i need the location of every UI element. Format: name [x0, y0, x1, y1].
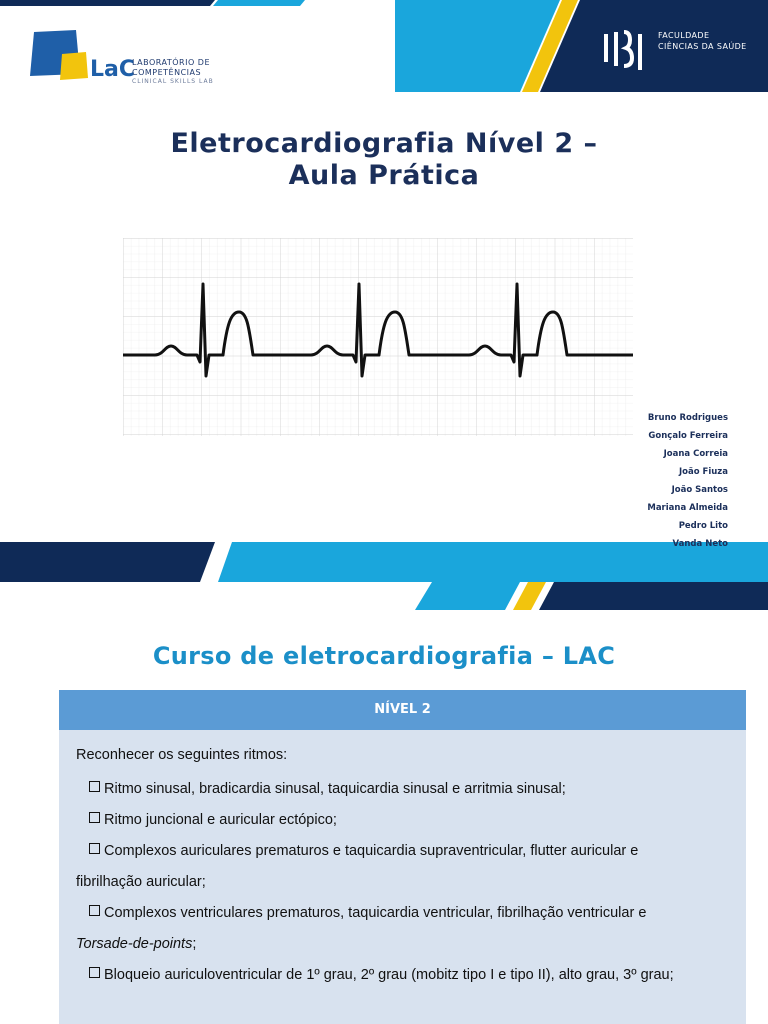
- table-body: [59, 730, 746, 1003]
- course-title: Curso de eletrocardiografia – LAC: [152, 642, 616, 670]
- author-name: Vanda Neto: [672, 539, 728, 549]
- checkbox-bullet-icon: [89, 781, 100, 792]
- author-name: Pedro Lito: [678, 521, 728, 531]
- table-header: NÍVEL 2: [59, 690, 746, 730]
- continuation-italic-text: Torsade-de-points: [76, 936, 193, 952]
- lac-logo-text: LABORATÓRIO DE COMPETÊNCIAS CLINICAL SKILLS LAB: [132, 58, 214, 85]
- rhythm-item-text: Bloqueio auriculoventricular de 1º grau, 2º grau (mobitz tipo I e tipo II), alto grau, 3º grau;: [104, 967, 674, 983]
- rhythm-list-item: [76, 805, 729, 836]
- author-name: João Fiuza: [679, 467, 728, 477]
- author-name: Joana Correia: [663, 449, 728, 459]
- slide-title: Eletrocardiografia Nível 2 – Aula Prática: [170, 128, 598, 191]
- rhythm-item-text: Complexos auriculares prematuros e taquicardia supraventricular, flutter auricular e: [104, 843, 639, 859]
- ubi-logo-mark: [600, 26, 650, 72]
- authors-list: [647, 409, 728, 553]
- rhythm-list-item: [76, 774, 729, 805]
- rhythm-list-item: [76, 960, 729, 991]
- ubi-logo-text: FACULDADE CIÊNCIAS DA SAÚDE: [658, 31, 747, 51]
- author-name: Bruno Rodrigues: [647, 413, 728, 423]
- continuation-text: fibrilhação auricular;: [76, 874, 206, 890]
- table-intro: Reconhecer os seguintes ritmos:: [76, 747, 288, 763]
- checkbox-bullet-icon: [89, 843, 100, 854]
- continuation-tail-text: ;: [192, 936, 197, 952]
- rhythm-list-item: [76, 836, 729, 867]
- rhythm-item-text: Ritmo juncional e auricular ectópico;: [104, 812, 337, 828]
- rhythm-item-text: Complexos ventriculares prematuros, taquicardia ventricular, fibrilhação ventricular e: [104, 905, 647, 921]
- checkbox-bullet-icon: [89, 812, 100, 823]
- rhythm-list-item: [76, 898, 729, 929]
- svg-text:LaC: LaC: [90, 57, 136, 82]
- checkbox-bullet-icon: [89, 967, 100, 978]
- level-table: [59, 690, 746, 1024]
- author-name: Gonçalo Ferreira: [648, 431, 728, 441]
- rhythm-item-continuation: [76, 867, 729, 898]
- rhythm-item-continuation: [76, 929, 729, 960]
- author-name: João Santos: [671, 485, 728, 495]
- author-name: Mariana Almeida: [647, 503, 728, 513]
- rhythm-item-text: Ritmo sinusal, bradicardia sinusal, taquicardia sinusal e arritmia sinusal;: [104, 781, 566, 797]
- checkbox-bullet-icon: [89, 905, 100, 916]
- ecg-trace-illustration: [123, 238, 633, 436]
